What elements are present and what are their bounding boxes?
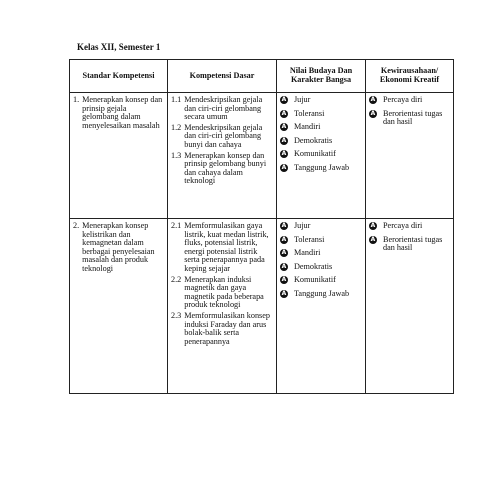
nilai-label: Komunikatif	[294, 149, 336, 159]
kd-text: Mendeskripsikan gejala dan ciri-ciri gelombang bunyi dan cahaya	[184, 122, 263, 149]
sk-number: 1.	[73, 95, 80, 104]
sk-item	[73, 96, 164, 130]
kd-item	[171, 222, 273, 274]
kewirausahaan-label: Percaya diri	[383, 95, 423, 104]
list-item	[280, 290, 362, 299]
nilai-cell	[277, 93, 366, 219]
table-row	[70, 219, 454, 394]
bullet-icon: A	[281, 262, 287, 270]
bullet-icon: A	[281, 249, 287, 257]
bullet-icon: A	[281, 96, 287, 103]
list-item	[280, 110, 362, 119]
kd-text: Menerapkan induksi magnetik dan gaya magnetik pada beberapa produk teknologi	[184, 274, 264, 310]
kd-number: 2.3	[171, 310, 182, 320]
kd-item	[171, 124, 273, 150]
nilai-label: Tanggung Jawab	[294, 288, 350, 298]
list-item	[369, 222, 450, 231]
bullet-icon: A	[281, 109, 287, 117]
sk-cell	[70, 93, 168, 219]
bullet-icon: A	[281, 136, 287, 144]
list-item	[280, 263, 362, 272]
bullet-icon: A	[281, 276, 287, 284]
nilai-cell	[277, 219, 366, 394]
kd-item	[171, 312, 273, 346]
sk-number: 2.	[73, 221, 80, 230]
kd-text: Memformulasikan gaya listrik, kuat medan listrik, fluks, potensial listrik, energi potensial listrik serta penerapannya pada keping sejajar	[184, 221, 269, 273]
header-kompetensi-dasar: Kompetensi Dasar	[168, 60, 277, 93]
bullet-icon: A	[370, 235, 376, 243]
list-item	[280, 123, 362, 132]
list-item	[280, 222, 362, 231]
kd-item	[171, 96, 273, 122]
list-item	[280, 249, 362, 258]
bullet-icon: A	[370, 96, 376, 103]
nilai-label: Toleransi	[294, 108, 325, 118]
kd-text: Menerapkan konsep dan prinsip gelombang bunyi dan cahaya dalam teknologi	[184, 150, 267, 186]
header-kewirausahaan: Kewirausahaan/ Ekonomi Kreatif	[366, 60, 454, 93]
list-item	[280, 236, 362, 245]
kd-text: Mendeskripsikan gejala dan ciri-ciri gelombang secara umum	[184, 95, 263, 122]
table-header-row	[70, 60, 454, 93]
sk-cell	[70, 219, 168, 394]
kewirausahaan-cell	[366, 93, 454, 219]
kd-cell	[168, 219, 277, 394]
nilai-label: Tanggung Jawab	[294, 162, 350, 172]
kd-item	[171, 276, 273, 310]
nilai-label: Jujur	[294, 95, 311, 104]
list-item	[369, 96, 450, 105]
kd-item	[171, 152, 273, 186]
list-item	[280, 137, 362, 146]
bullet-icon: A	[281, 289, 287, 297]
kd-number: 2.2	[171, 274, 182, 284]
nilai-label: Mandiri	[294, 122, 321, 132]
bullet-icon: A	[370, 222, 376, 229]
bullet-icon: A	[370, 109, 376, 117]
header-standar-kompetensi: Standar Kompetensi	[70, 60, 168, 93]
kd-number: 2.1	[171, 221, 182, 230]
nilai-label: Jujur	[294, 221, 311, 230]
kd-number: 1.1	[171, 95, 182, 104]
kd-cell	[168, 93, 277, 219]
nilai-label: Toleransi	[294, 234, 325, 244]
list-item	[280, 150, 362, 159]
nilai-label: Demokratis	[294, 135, 333, 145]
bullet-icon: A	[281, 222, 287, 229]
competency-table	[69, 59, 454, 394]
kd-text: Memformulasikan konsep induksi Faraday dan arus bolak-balik serta penerapannya	[184, 310, 270, 346]
nilai-label: Mandiri	[294, 248, 321, 258]
list-item	[280, 276, 362, 285]
bullet-icon: A	[281, 123, 287, 131]
kd-number: 1.2	[171, 122, 182, 132]
bullet-icon: A	[281, 163, 287, 171]
kewirausahaan-label: Berorientasi tugas dan hasil	[383, 234, 443, 253]
sk-text: Menerapkan konsep dan prinsip gejala gelombang dalam menyelesaikan masalah	[82, 95, 163, 130]
kewirausahaan-label: Percaya diri	[383, 221, 423, 230]
kd-number: 1.3	[171, 150, 182, 160]
kewirausahaan-cell	[366, 219, 454, 394]
list-item	[369, 236, 450, 253]
page-title: Kelas XII, Semester 1	[77, 42, 161, 52]
list-item	[280, 164, 362, 173]
bullet-icon: A	[281, 235, 287, 243]
nilai-label: Demokratis	[294, 261, 333, 271]
sk-item	[73, 222, 164, 274]
sk-text: Menerapkan konsep kelistrikan dan kemagnetan dalam berbagai penyelesaian masalah dan produk teknologi	[82, 221, 155, 273]
list-item	[280, 96, 362, 105]
kewirausahaan-label: Berorientasi tugas dan hasil	[383, 108, 443, 127]
nilai-label: Komunikatif	[294, 275, 336, 285]
list-item	[369, 110, 450, 127]
header-nilai-budaya: Nilai Budaya Dan Karakter Bangsa	[277, 60, 366, 93]
table-row	[70, 93, 454, 219]
bullet-icon: A	[281, 150, 287, 158]
